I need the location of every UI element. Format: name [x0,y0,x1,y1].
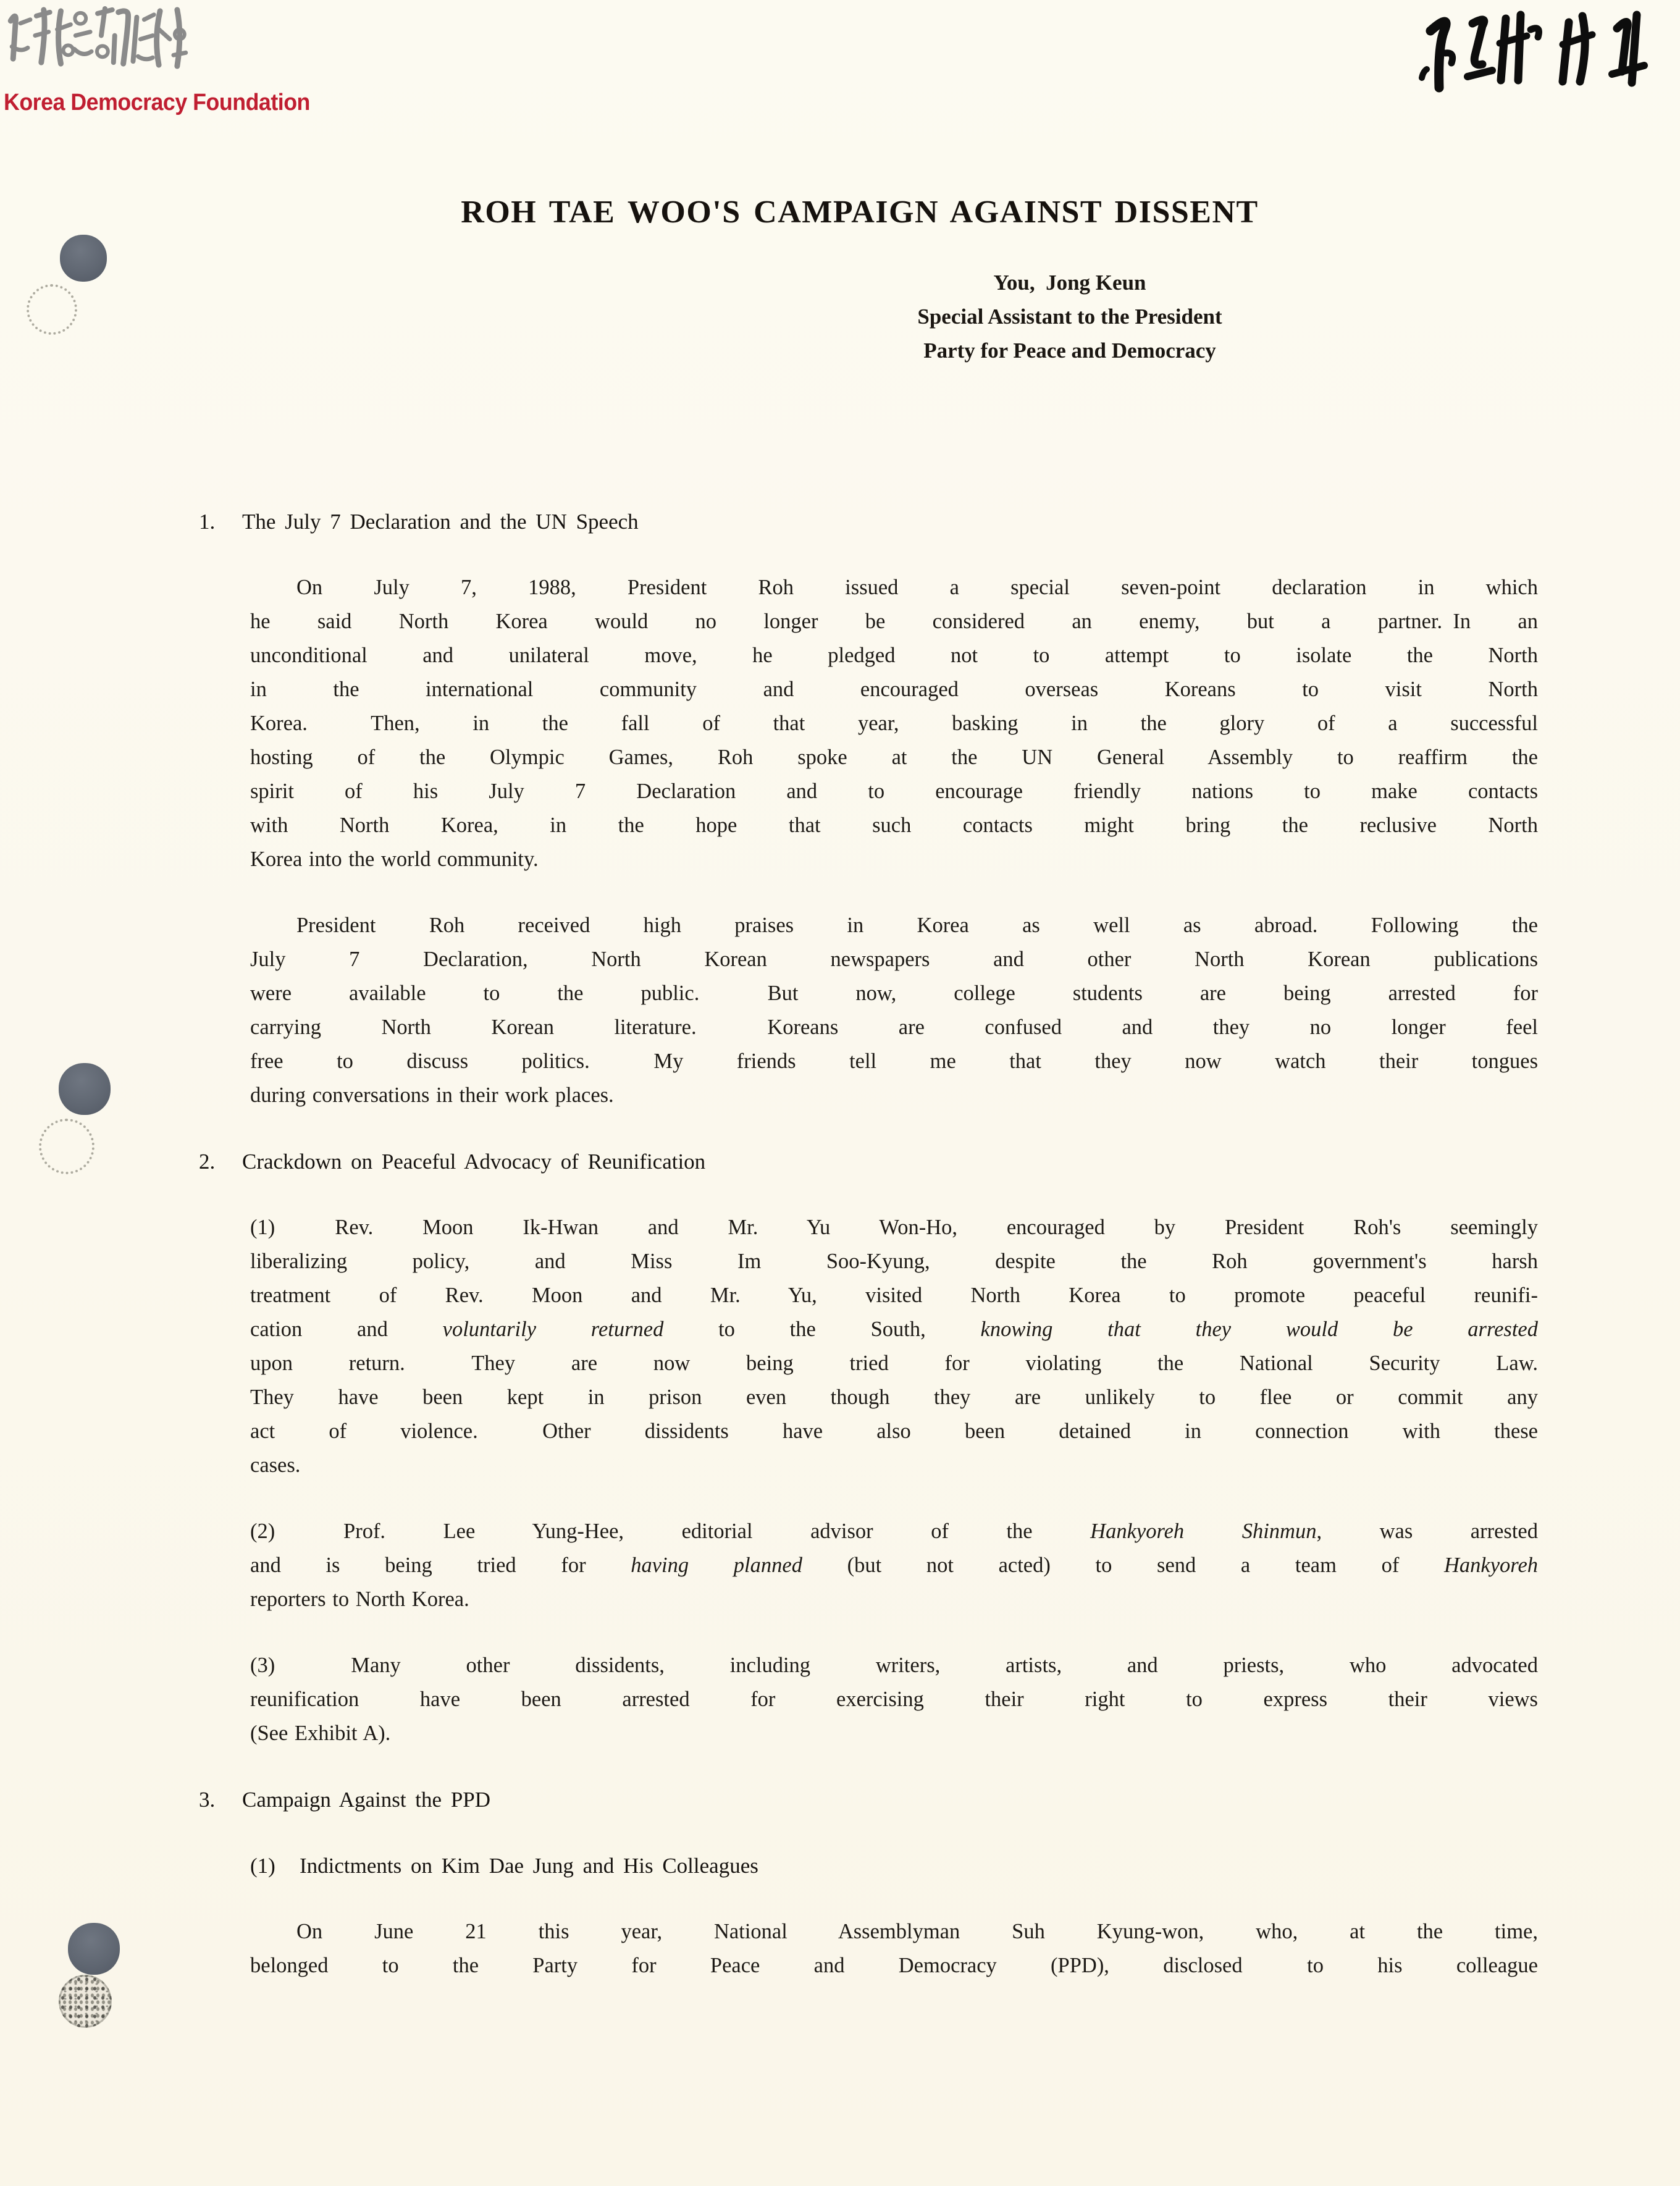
sub-heading-number: (1) [250,1854,275,1878]
paragraph-line: They have been kept in prison even though they are unlikely to flee or commit any [250,1385,1538,1409]
paragraph-line: (1) Rev. Moon Ik-Hwan and Mr. Yu Won-Ho, encouraged by President Roh's seemingly [250,1216,1538,1239]
document-sections [199,505,1539,1983]
punch-hole-mark-middle [59,1063,111,1115]
paragraph-line: during conversations in their work places. [250,1083,614,1107]
sub-heading [250,1849,1539,1883]
paragraph [250,1515,1538,1616]
section-heading [199,1783,1539,1817]
paragraph-line: (3) Many other dissidents, including writers, artists, and priests, who advocated [250,1654,1538,1677]
punch-hole-mark-top [60,235,107,282]
korea-democracy-foundation-calligraphy-logo [4,2,189,73]
document-body [199,195,1539,1983]
section-number: 1. [199,510,216,534]
sub-heading-text: Indictments on Kim Dae Jung and His Colleagues [300,1854,758,1878]
paragraph [250,1649,1538,1751]
paragraph [250,571,1538,877]
paragraph-line: Korea into the world community. [250,847,539,871]
paragraph-line: were available to the public. But now, college students are being arrested for [250,982,1538,1005]
paragraph-line: in the international community and encouraged overseas Koreans to visit North [250,678,1538,701]
section-heading-text: Campaign Against the PPD [242,1788,491,1812]
paragraph-line: (See Exhibit A). [250,1721,391,1745]
paragraph-line: July 7 Declaration, North Korean newspapers and other North Korean publications [250,948,1538,971]
author-title: Special Assistant to the President [917,305,1222,329]
paragraph-line: cases. [250,1453,301,1477]
paragraph-line: he said North Korea would no longer be considered an enemy, but a partner. In an [250,610,1538,633]
section-heading [199,505,1539,539]
section-number: 3. [199,1788,216,1812]
author-byline [872,266,1267,368]
paragraph-line: (2) Prof. Lee Yung-Hee, editorial advisor of the Hankyoreh Shinmun, was arrested [250,1520,1538,1543]
paragraph-line: carrying North Korean literature. Koreans are confused and they no longer feel [250,1015,1538,1039]
paragraph-line: treatment of Rev. Moon and Mr. Yu, visited North Korea to promote peaceful reunifi- [250,1284,1538,1307]
paragraph-line: hosting of the Olympic Games, Roh spoke at the UN General Assembly to reaffirm the [250,746,1538,769]
author-name: You, Jong Keun [993,271,1146,295]
paragraph-line: cation and voluntarily returned to the South, knowing that they would be arrested [250,1318,1538,1341]
punch-hole-ring-middle [39,1119,94,1174]
section-heading [199,1145,1539,1179]
section-number: 2. [199,1150,216,1174]
paragraph-line: free to discuss politics. My friends tell me that they now watch their tongues [250,1049,1538,1073]
paragraph [250,909,1538,1112]
foundation-name-label: Korea Democracy Foundation [4,90,310,116]
paragraph-line: reporters to North Korea. [250,1587,469,1611]
punch-hole-mark-bottom [68,1923,120,1975]
paragraph-line: and is being tried for having planned (but not acted) to send a team of Hankyoreh [250,1553,1539,1577]
paragraph-line: President Roh received high praises in Korea as well as abroad. Following the [296,914,1538,937]
paragraph-line: upon return. They are now being tried for violating the National Security Law. [250,1352,1538,1375]
paragraph-line: On June 21 this year, National Assemblyman Suh Kyung-won, who, at the time, [296,1920,1538,1943]
punch-hole-speckle-bottom [59,1975,112,2028]
paragraph [250,1211,1538,1482]
paragraph-line: Korea. Then, in the fall of that year, basking in the glory of a successful [250,712,1538,735]
paragraph-line: act of violence. Other dissidents have also been detained in connection with these [250,1419,1538,1443]
punch-hole-ring-top [27,284,77,335]
paragraph-line: belonged to the Party for Peace and Democracy (PPD), disclosed to his colleague [250,1954,1538,1977]
author-party: Party for Peace and Democracy [923,338,1216,363]
section-heading-text: Crackdown on Peaceful Advocacy of Reunification [242,1150,706,1174]
document-title: ROH TAE WOO'S CAMPAIGN AGAINST DISSENT [461,195,1259,230]
section-heading-text: The July 7 Declaration and the UN Speech [242,510,639,534]
paragraph [250,1915,1538,1983]
paragraph-line: reunification have been arrested for exercising their right to express their views [250,1688,1538,1711]
paragraph-line: spirit of his July 7 Declaration and to encourage friendly nations to make contacts [250,780,1538,803]
paragraph-line: unconditional and unilateral move, he pledged not to attempt to isolate the North [250,644,1538,667]
kim-geun-tae-foundation-calligraphy-stamp [1413,4,1675,95]
paragraph-line: liberalizing policy, and Miss Im Soo-Kyung, despite the Roh government's harsh [250,1250,1538,1273]
paragraph-line: On July 7, 1988, President Roh issued a special seven-point declaration in which [296,576,1538,599]
paragraph-line: with North Korea, in the hope that such contacts might bring the reclusive North [250,813,1538,837]
